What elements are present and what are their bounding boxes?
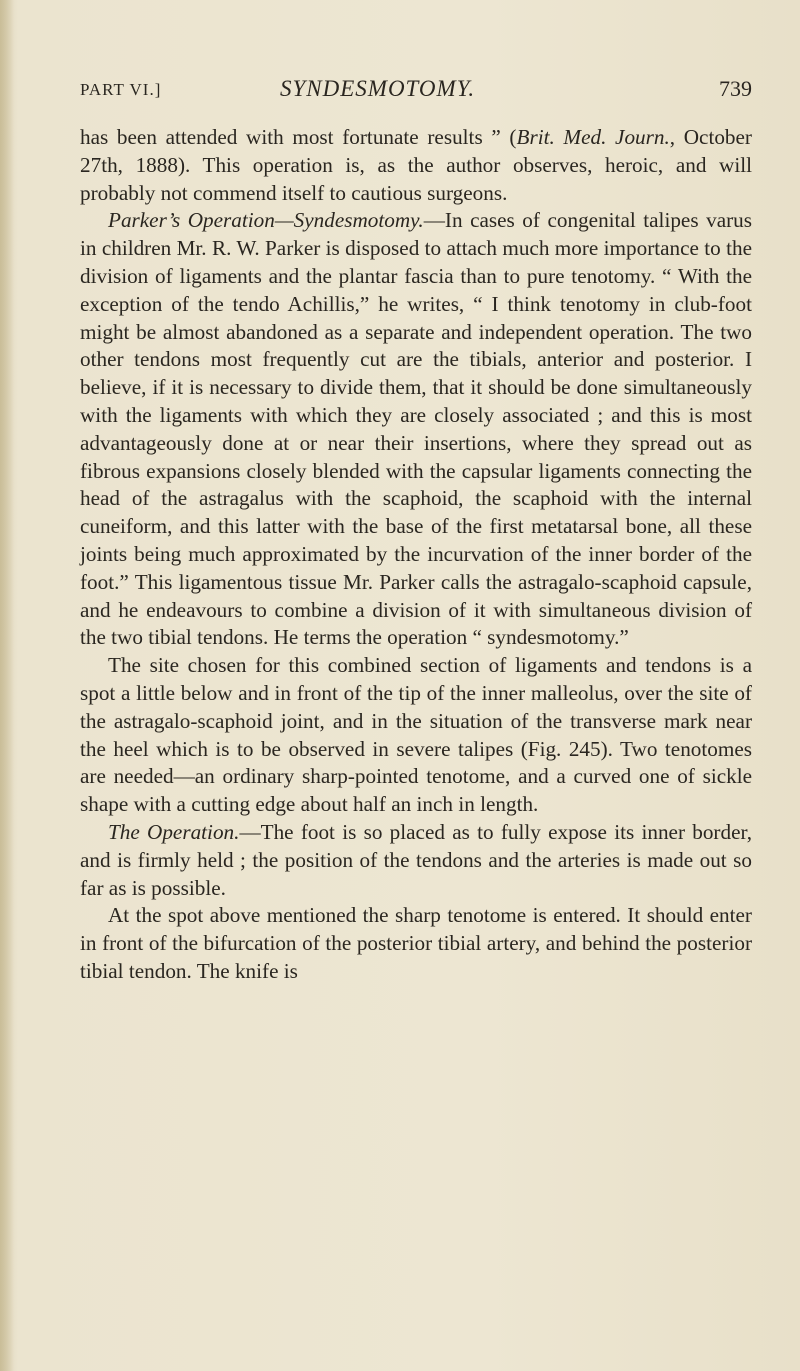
citation: Brit. Med. Journ. bbox=[516, 125, 670, 149]
page-gutter-shadow bbox=[0, 0, 14, 1371]
part-label: PART VI.] bbox=[80, 80, 162, 99]
paragraph-2 bbox=[80, 207, 752, 652]
paragraph-3-text: The site chosen for this combined section of ligaments and tendons is a spot a little below and in front of the tip of the inner malleolus, over the site of the astragalo-scaphoid joint, and in the situation of the transverse mark near the heel which is to be observed in severe talipes (Fig. 245). Two tenotomes are needed—an ordinary sharp-pointed tenotome, and a curved one of sickle shape with a cutting edge about half an inch in length. bbox=[80, 653, 752, 817]
section-heading-parkers-operation: Parker’s Operation—Syndesmotomy. bbox=[108, 208, 424, 233]
paragraph-5 bbox=[80, 902, 752, 985]
paragraph-1-tail: , October 27th, 1888). This operation is, as the author observes, heroic, and will probably not commend itself to cautious surgeons. bbox=[80, 125, 752, 205]
paragraph-5-text: At the spot above mentioned the sharp tenotome is entered. It should enter in front of the bifurcation of the posterior tibial artery, and behind the posterior tibial tendon. The knife is bbox=[80, 903, 752, 983]
paragraph-1 bbox=[80, 124, 752, 207]
chapter-title: SYNDESMOTOMY. bbox=[280, 76, 476, 101]
body-text bbox=[80, 124, 752, 986]
page-number: 739 bbox=[719, 76, 752, 101]
running-head bbox=[80, 70, 752, 110]
paragraph-3 bbox=[80, 652, 752, 819]
paragraph-4-text: —The foot is so placed as to fully expose its inner border, and is firmly held ; the position of the tendons and the arteries is made out so far as is possible. bbox=[80, 819, 752, 900]
paragraph-4 bbox=[80, 819, 752, 902]
paragraph-1-text: has been attended with most fortunate results ” ( bbox=[80, 125, 517, 149]
section-heading-the-operation: The Operation. bbox=[108, 819, 240, 844]
paragraph-2-text: —In cases of congenital talipes varus in children Mr. R. W. Parker is disposed to attach much more importance to the division of ligaments and the plantar fascia than to pure tenotomy. “ With the exception of the tendo Achillis,” he writes, “ I think tenotomy in club-foot might be almost abandoned as a separate and independent operation. The two other tendons most frequently cut are the tibials, anterior and posterior. I believe, if it is necessary to divide them, that it should be done simultaneously with the ligaments with which they are closely associated ; and this is most advantageously done at or near their insertions, where they spread out as fibrous expansions closely blended with the capsular ligaments connecting the head of the astragalus with the scaphoid, the scaphoid with the internal cuneiform, and this latter with the base of the first metatarsal bone, all these joints being much approximated by the incurvation of the inner border of the foot.” This ligamentous tissue Mr. Parker calls the astragalo-scaphoid capsule, and he endeavours to combine a division of it with simultaneous division of the two tibial tendons. He terms the operation “ syndesmotomy.” bbox=[80, 208, 752, 650]
